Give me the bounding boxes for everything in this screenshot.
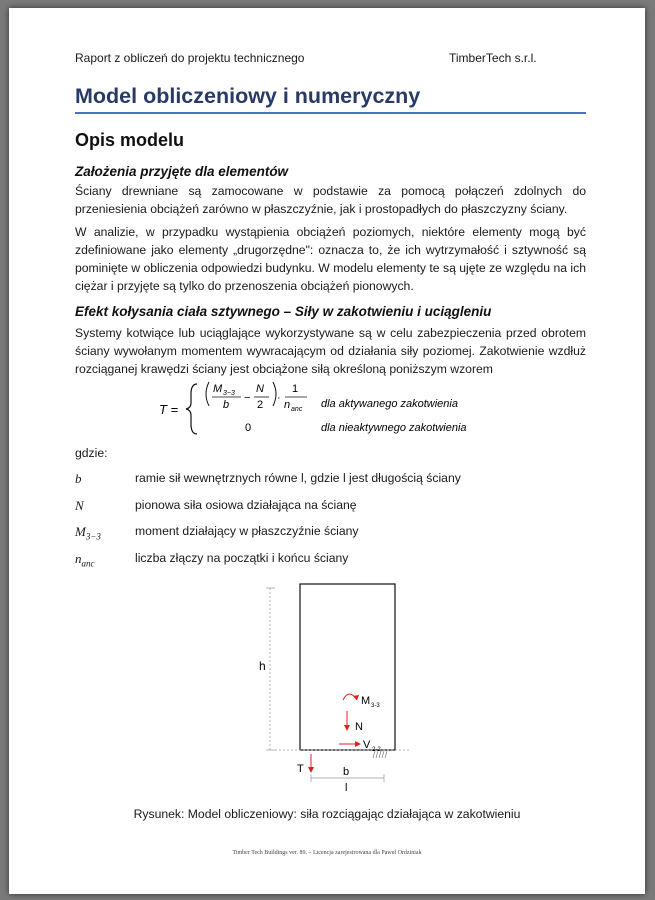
t-label: T: [297, 763, 304, 775]
header-left: Raport z obliczeń do projektu technicznego: [75, 51, 305, 65]
def-symbol-nanc: $n_{anc}$: [75, 551, 95, 569]
formula-brace: [186, 384, 197, 434]
v22-label: V: [363, 739, 371, 751]
formula: [149, 376, 509, 436]
formula-case-inactive: dla nieaktywnego zakotwienia: [321, 422, 467, 434]
def-desc-m33: moment działający w płaszczyźnie ściany: [135, 524, 359, 538]
l-label: l: [345, 782, 348, 794]
formula-m-sub: 3−3: [223, 390, 235, 397]
gdzie-label: gdzie:: [75, 446, 108, 460]
formula-n: N: [256, 383, 264, 395]
section-heading: Opis modelu: [75, 130, 185, 150]
def-desc-nanc: liczba złączy na początki i końcu ściany: [135, 551, 349, 565]
document-page: [9, 8, 645, 894]
n-label: N: [355, 721, 363, 733]
paragraph-assumptions-2: W analizie, w przypadku wystąpienia obciążeń poziomych, niektóre elementy mogą być zdefiniowane jako elementy „drugorzędne": oznacza to, że ich wytrzymałość i sztywność są pominięte w obliczenia odpowiedzi budynku. W modelu elementy te są ujęte ze względu na ich ciężar i przyjęte są tylko do przenoszenia obciążeń pionowych.: [75, 225, 586, 293]
def-desc-n: pionowa siła osiowa działająca na ścianę: [135, 498, 357, 512]
formula-anc-sub: anc: [291, 406, 303, 413]
h-label: h: [259, 659, 266, 673]
v22-sub-label: 2-2: [372, 747, 381, 753]
formula-nanc: n: [284, 399, 291, 411]
b-label: b: [343, 766, 350, 778]
formula-m: M: [213, 383, 223, 395]
title-rule: [75, 112, 586, 114]
paragraph-rocking: Systemy kotwiące lub uciąglające wykorzystywane są w celu zabezpieczenia przed obrotem ściany wywołanym momentem wywracającym od działania siły poziomej. Zakotwienie wzdłuż rozciąganej krawędzi ściany jest obciążone siłą określoną poniższym wzorem: [75, 326, 586, 376]
formula-lhs: T =: [159, 402, 179, 417]
formula-two: 2: [257, 399, 264, 411]
subsection-heading-rocking: Efekt kołysania ciała sztywnego – Siły w zakotwieniu i uciągleniu: [75, 304, 492, 319]
formula-zero: 0: [245, 422, 252, 434]
def-symbol-m33: $M_{3-3}$: [75, 524, 101, 542]
subsection-heading-assumptions: Założenia przyjęte dla elementów: [75, 164, 289, 179]
m33-label: M: [361, 695, 371, 707]
formula-one: 1: [292, 383, 299, 395]
formula-b: b: [223, 399, 230, 411]
formula-case-active: dla aktywanego zakotwienia: [321, 398, 458, 410]
figure-caption: Rysunek: Model obliczeniowy: siła rozciągając działająca w zakotwieniu: [133, 807, 521, 821]
formula-minus: −: [244, 392, 251, 404]
wall-model-figure: [239, 568, 419, 798]
page-footer: Timber Tech Buildings ver. 89. – Licencja zarejestrowana dla Paweł Ordziniak: [232, 850, 422, 856]
page-title: Model obliczeniowy i numeryczny: [75, 84, 421, 108]
def-symbol-b: b: [75, 471, 82, 486]
m33-sub-label: 3-3: [371, 703, 380, 709]
header-right: TimberTech s.r.l.: [449, 51, 537, 65]
formula-paren-left: [206, 382, 209, 406]
formula-dot: ·: [277, 392, 281, 404]
paragraph-assumptions-1: Ściany drewniane są zamocowane w podstawie za pomocą połączeń zdolnych do przeniesienia obciążeń zarówno w płaszczyźnie, jak i prostopadłych do płaszczyzny ściany.: [75, 184, 586, 216]
formula-paren-right: [273, 382, 276, 406]
def-desc-b: ramie sił wewnętrznych równe l, gdzie l jest długością ściany: [135, 471, 461, 485]
def-symbol-n: N: [75, 498, 84, 513]
